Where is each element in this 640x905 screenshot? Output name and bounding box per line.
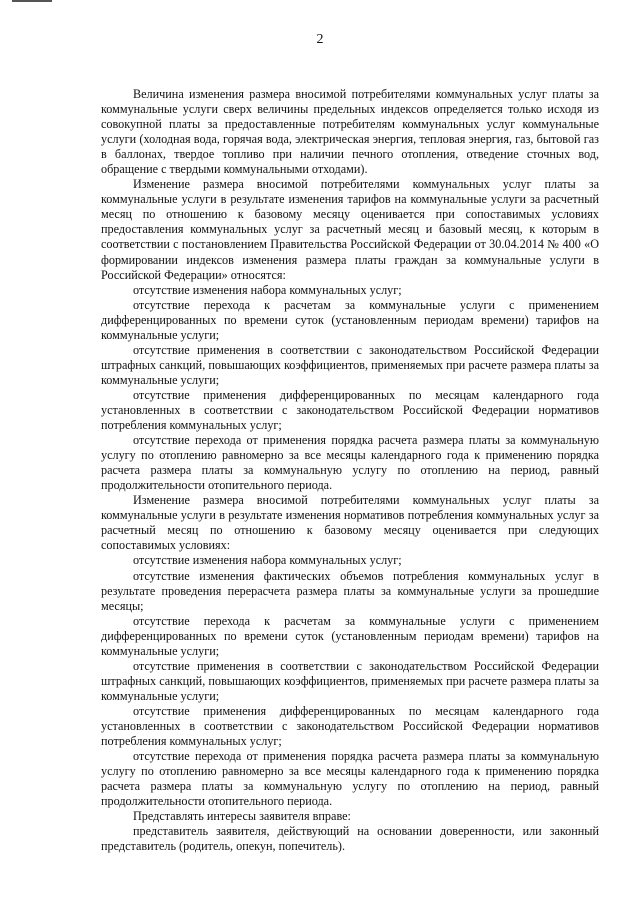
- list-item: отсутствие перехода от применения порядка расчета размера платы за коммунальную услугу по отоплению равномерно за все месяцы календарного года к применению порядка расчета размера платы за коммунальную услугу по отоплению на период, равный продолжительности отопительного периода.: [101, 749, 599, 809]
- scan-corner-mark: [12, 0, 52, 2]
- list-item: отсутствие перехода от применения порядка расчета размера платы за коммунальную услугу по отоплению равномерно за все месяцы календарного года к применению порядка расчета размера платы за коммунальную услугу по отоплению на период, равный продолжительности отопительного периода.: [101, 433, 599, 493]
- paragraph: Изменение размера вносимой потребителями коммунальных услуг платы за коммунальные услуги в результате изменения нормативов потребления коммунальных услуг за расчетный месяц по отношению к базовому месяцу оценивается при следующих сопоставимых условиях:: [101, 493, 599, 553]
- list-item: отсутствие изменения фактических объемов потребления коммунальных услуг в результате проведения перерасчета размера платы за коммунальные услуги за прошедшие месяцы;: [101, 568, 599, 613]
- list-item: отсутствие перехода к расчетам за коммунальные услуги с применением дифференцированных по времени суток (установленным периодам времени) тарифов на коммунальные услуги;: [101, 613, 599, 658]
- paragraph: Величина изменения размера вносимой потребителями коммунальных услуг платы за коммунальные услуги сверх величины предельных индексов определяется только исходя из совокупной платы за предоставленные потребителям коммунальных услуг коммунальные услуги (холодная вода, горячая вода, электрическая энергия, тепловая энергия, газ, бытовой газ в баллонах, твердое топливо при наличии печного отопления, отведение сточных вод, обращение с твердыми коммунальными отходами).: [101, 87, 599, 177]
- paragraph: Изменение размера вносимой потребителями коммунальных услуг платы за коммунальные услуги в результате изменения тарифов на коммунальные услуги за расчетный месяц по отношению к базовому месяцу оценивается при сопоставимых условиях предоставления коммунальных услуг за расчетный месяц и базовый месяц, к которым в соответствии с постановлением Правительства Российской Федерации от 30.04.2014 № 400 «О формировании индексов изменения размера платы граждан за коммунальные услуги в Российской Федерации» относятся:: [101, 177, 599, 282]
- list-item: отсутствие применения в соответствии с законодательством Российской Федерации штрафных санкций, повышающих коэффициентов, применяемых при расчете размера платы за коммунальные услуги;: [101, 342, 599, 387]
- document-body: [101, 87, 599, 854]
- paragraph: Представлять интересы заявителя вправе:: [133, 809, 351, 824]
- list-item: отсутствие перехода к расчетам за коммунальные услуги с применением дифференцированных по времени суток (установленным периодам времени) тарифов на коммунальные услуги;: [101, 297, 599, 342]
- page-number: 2: [316, 32, 324, 47]
- list-item: отсутствие применения дифференцированных по месяцам календарного года установленных в соответствии с законодательством Российской Федерации нормативов потребления коммунальных услуг;: [101, 387, 599, 433]
- list-item: отсутствие изменения набора коммунальных услуг;: [133, 553, 402, 568]
- list-item: отсутствие применения в соответствии с законодательством Российской Федерации штрафных санкций, повышающих коэффициентов, применяемых при расчете размера платы за коммунальные услуги;: [101, 658, 599, 703]
- list-item: отсутствие применения дифференцированных по месяцам календарного года установленных в соответствии с законодательством Российской Федерации нормативов потребления коммунальных услуг;: [101, 703, 599, 749]
- list-item: отсутствие изменения набора коммунальных услуг;: [133, 282, 402, 297]
- list-item: представитель заявителя, действующий на основании доверенности, или законный представитель (родитель, опекун, попечитель).: [101, 824, 599, 854]
